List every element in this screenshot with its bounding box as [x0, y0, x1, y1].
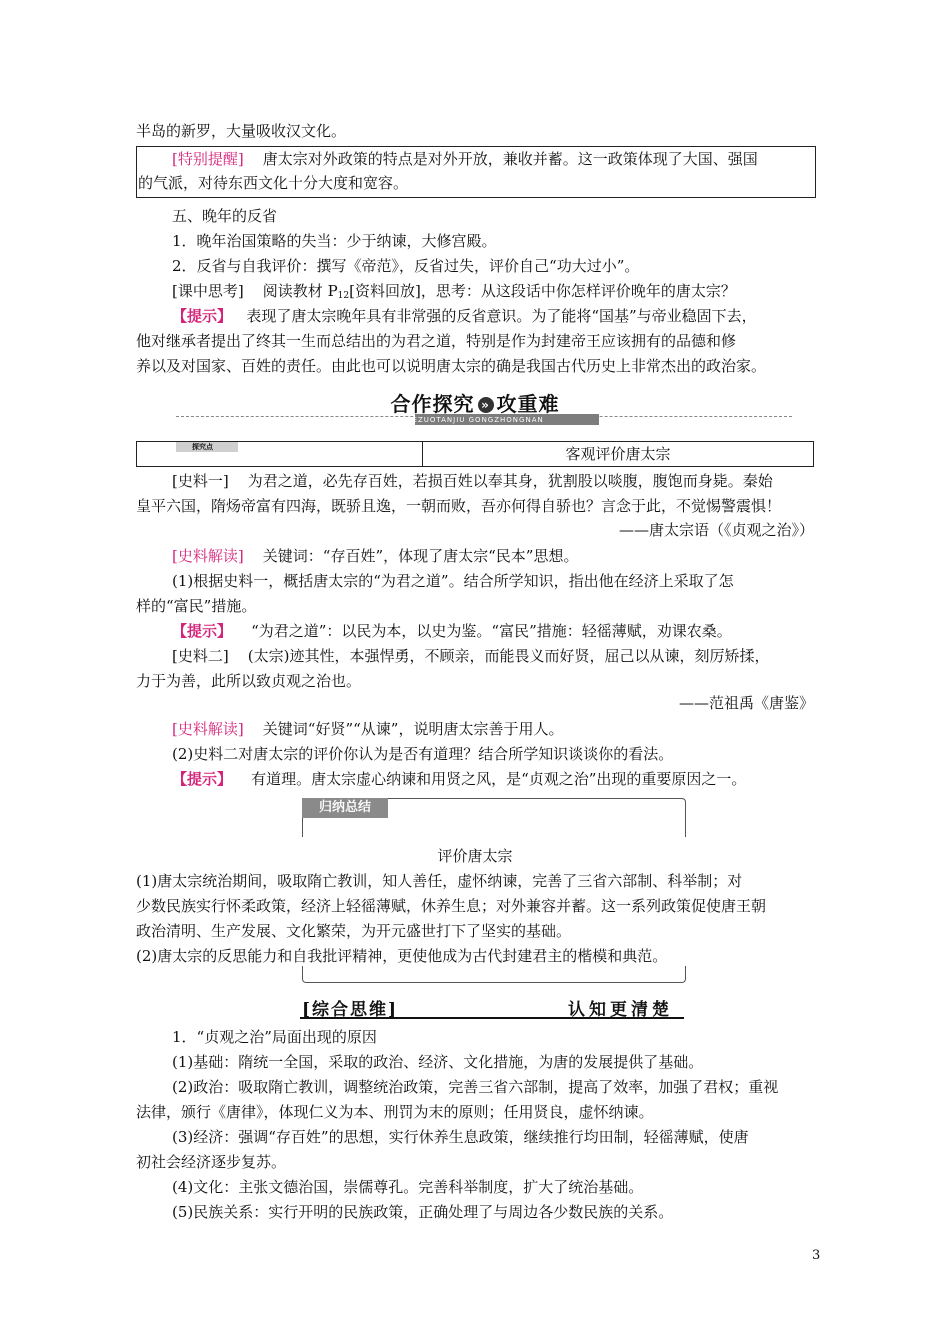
question-line: (1)根据史料一，概括唐太宗的“为君之道”。结合所学知识，指出他在经济上采取了怎	[172, 572, 734, 590]
paragraph: 1．晚年治国策略的失当：少于纳谏，大修宫殿。	[172, 232, 497, 250]
synthesis-line: (5)民族关系：实行开明的民族政策，正确处理了与周边各少数民族的关系。	[172, 1203, 674, 1221]
source-text: (太宗)迹其性，本强悍勇，不顾亲，而能畏义而好贤，屈己以从谏，刻厉矫揉，	[247, 647, 770, 665]
paragraph: 2．反省与自我评价：撰写《帝范》，反省过失，评价自己“功大过小”。	[172, 257, 640, 275]
reading-line	[172, 718, 563, 740]
synthesis-line: (4)文化：主张文德治国，崇儒尊孔。完善科举制度，扩大了统治基础。	[172, 1178, 644, 1196]
source-text: 为君之道，必先存百姓，若损百姓以奉其身，犹割股以啖腹，腹饱而身毙。秦始	[247, 472, 773, 490]
hint-line: 养以及对国家、百姓的责任。由此也可以说明唐太宗的确是我国古代历史上非常杰出的政治家。	[136, 357, 767, 375]
synthesis-underline	[300, 1017, 684, 1019]
hint-text: 表现了唐太宗晚年具有非常强的反省意识。为了能将“国基”与帝业稳固下去，	[246, 307, 757, 325]
summary-line: (2)唐太宗的反思能力和自我批评精神，更使他成为古代封建君主的楷模和典范。	[136, 947, 668, 965]
hint-tag: 【提示】	[172, 770, 233, 788]
reading-tag: [史料解读]	[172, 547, 244, 565]
summary-title: 评价唐太宗	[437, 847, 513, 865]
tip-tag: [特别提醒]	[172, 150, 244, 168]
synthesis-slogan: 认知更清楚	[568, 1000, 673, 1020]
synthesis-line: 法律，颁行《唐律》，体现仁义为本、刑罚为末的原则；任用贤良，虚怀纳谏。	[136, 1103, 654, 1121]
think-text-a: 阅读教材 P	[262, 282, 338, 300]
hint-line	[172, 620, 732, 642]
hint-line: 他对继承者提出了终其一生而总结出的为君之道，特别是作为封建帝王应该拥有的品德和修	[136, 332, 737, 350]
question-line: 样的“富民”措施。	[136, 597, 257, 615]
question-line: (2)史料二对唐太宗的评价你认为是否有道理？结合所学知识谈谈你的看法。	[172, 745, 674, 763]
summary-line: (1)唐太宗统治期间，吸取隋亡教训，知人善任，虚怀纳谏，完善了三省六部制、科举制；对	[136, 872, 743, 890]
synthesis-line: (3)经济：强调“存百姓”的思想，实行休养生息政策，继续推行均田制，轻徭薄赋，使唐	[172, 1128, 749, 1146]
source-line: 力于为善，此所以致贞观之治也。	[136, 672, 362, 690]
source-line	[172, 645, 770, 667]
reading-line	[172, 545, 578, 567]
source-tag: [史料一]	[172, 472, 229, 490]
hint-text: 有道理。唐太宗虚心纳谏和用贤之风，是“贞观之治”出现的重要原因之一。	[251, 770, 747, 788]
explore-topic: 客观评价唐太宗	[565, 445, 671, 463]
tip-line-2: 的气派，对待东西文化十分大度和宽容。	[138, 174, 409, 192]
banner-title-right: 攻重难	[496, 392, 560, 416]
think-subscript: 12	[337, 291, 350, 301]
text-line: 半岛的新罗，大量吸收汉文化。	[136, 122, 347, 140]
hint-line	[172, 768, 746, 790]
think-text-b: [资料回放]，思考：从这段话中你怎样评价晚年的唐太宗？	[349, 282, 736, 300]
synthesis-heading: 1．“贞观之治”局面出现的原因	[172, 1028, 377, 1046]
source-line: 皇平六国，隋炀帝富有四海，既骄且逸，一朝而败，吾亦何得自骄也？言念于此，不觉惕警震惧！	[136, 497, 782, 515]
section-heading: 五、晚年的反省	[172, 207, 278, 225]
synthesis-line: 初社会经济逐步复苏。	[136, 1153, 287, 1171]
summary-line: 少数民族实行怀柔政策，经济上轻徭薄赋，休养生息；对外兼容并蓄。这一系列政策促使唐王朝	[136, 897, 767, 915]
page-number: 3	[812, 1248, 821, 1263]
summary-line: 政治清明、生产发展、文化繁荣，为开元盛世打下了坚实的基础。	[136, 922, 572, 940]
tip-line-1	[172, 148, 758, 170]
hint-text: “为君之道”：以民为本，以史为鉴。“富民”措施：轻徭薄赋，劝课农桑。	[251, 622, 732, 640]
reading-text: 关键词：“存百姓”，体现了唐太宗“民本”思想。	[262, 547, 579, 565]
tip-text: 唐太宗对外政策的特点是对外开放，兼收并蓄。这一政策体现了大国、强国	[262, 150, 758, 168]
source-citation: ——唐太宗语（《贞观之治》）	[618, 521, 814, 539]
synthesis-label: [综合思维]	[302, 1000, 399, 1020]
synthesis-line: (2)政治：吸取隋亡教训，调整统治政策，完善三省六部制，提高了效率，加强了君权；重视	[172, 1078, 779, 1096]
synthesis-line: (1)基础：隋统一全国，采取的政治、经济、文化措施，为唐的发展提供了基础。	[172, 1053, 704, 1071]
think-line	[172, 280, 736, 307]
summary-label: 归纳总结	[302, 798, 388, 818]
source-citation: ——范祖禹《唐鉴》	[678, 694, 814, 712]
reading-text: 关键词“好贤”“从谏”，说明唐太宗善于用人。	[262, 720, 564, 738]
hint-tag: 【提示】	[172, 622, 233, 640]
source-line	[172, 470, 773, 492]
banner-title-left: 合作探究	[390, 392, 475, 416]
double-chevron-icon: »	[478, 397, 494, 413]
banner-title	[0, 388, 950, 417]
think-tag: [课中思考]	[172, 282, 244, 300]
summary-bracket-bottom	[302, 966, 686, 983]
hint-tag: 【提示】	[172, 307, 233, 325]
reading-tag: [史料解读]	[172, 720, 244, 738]
hint-line	[172, 305, 757, 327]
explore-label-box: 探究点	[176, 442, 238, 452]
source-tag: [史料二]	[172, 647, 229, 665]
banner-subtitle: HEZUOTANJIU GONGZHONGNAN	[406, 416, 544, 424]
